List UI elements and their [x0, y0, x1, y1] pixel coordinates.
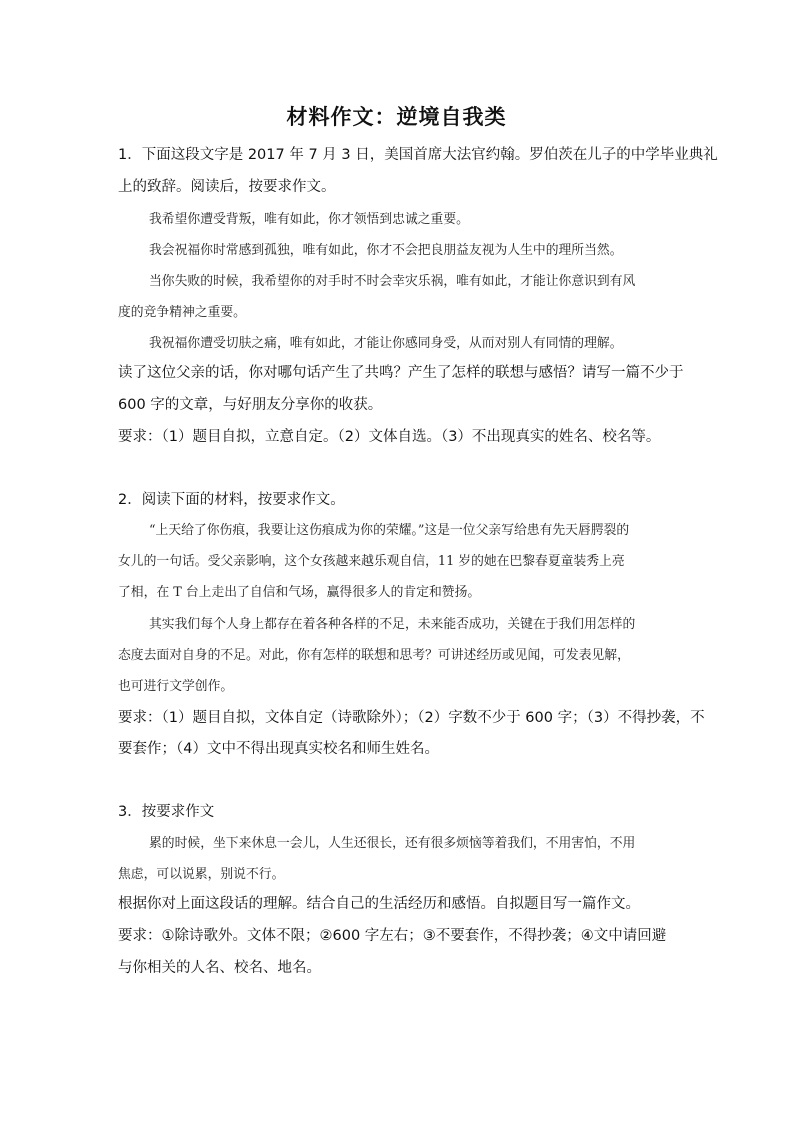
q2-material-1-line-3: 了相，在 T 台上走出了自信和气场，赢得很多人的肯定和赞扬。 [118, 585, 481, 600]
q3-material-line-1: 累的时候，坐下来休息一会儿，人生还很长，还有很多烦恼等着我们，不用害怕，不用 [149, 836, 636, 851]
q2-material-2-line-2: 态度去面对自身的不足。对此，你有怎样的联想和思考？可讲述经历或见闻，可发表见解， [118, 648, 630, 663]
q1-quote-3-line-2: 度的竞争精神之重要。 [118, 305, 246, 320]
q3-requirements-line-2: 与你相关的人名、校名、地名。 [118, 960, 321, 976]
q3-requirements-line-1: 要求：①除诗歌外。文体不限；②600 字左右；③不要套作，不得抄袭；④文中请回避 [118, 928, 667, 944]
q1-prompt-line-1: 1．下面这段文字是 2017 年 7 月 3 日，美国首席大法官约翰。罗伯茨在儿子的中学毕业典礼 [118, 147, 718, 163]
q3-material-line-2: 焦虑，可以说累，别说不行。 [118, 867, 285, 882]
q1-prompt-line-2: 上的致辞。阅读后，按要求作文。 [118, 179, 336, 195]
q3-task: 根据你对上面这段话的理解。结合自己的生活经历和感悟。自拟题目写一篇作文。 [118, 896, 640, 912]
q1-quote-3-line-1: 当你失败的时候，我希望你的对手时不时会幸灾乐祸，唯有如此，才能让你意识到有风 [149, 274, 636, 289]
q1-quote-2: 我会祝福你时常感到孤独，唯有如此，你才不会把良朋益友视为人生中的理所当然。 [149, 243, 623, 258]
q2-material-1-line-1: “上天给了你伤痕，我要让这伤痕成为你的荣耀。”这是一位父亲写给患有先天唇腭裂的 [149, 523, 630, 538]
document-title: 材料作文：逆境自我类 [286, 105, 507, 129]
q1-task-line-1: 读了这位父亲的话，你对哪句话产生了共鸣？产生了怎样的联想与感悟？请写一篇不少于 [118, 365, 684, 381]
q2-material-1-line-2: 女儿的一句话。受父亲影响，这个女孩越来越乐观自信，11 岁的她在巴黎春夏童装秀上亮 [118, 554, 625, 569]
q1-task-line-2: 600 字的文章，与好朋友分享你的收获。 [118, 397, 383, 413]
q2-requirements-line-2: 要套作；（4）文中不得出现真实校名和师生姓名。 [118, 741, 439, 757]
q3-prompt: 3．按要求作文 [118, 804, 215, 820]
q1-quote-4: 我祝福你遭受切肤之痛，唯有如此，才能让你感同身受，从而对别人有同情的理解。 [149, 336, 623, 351]
q1-requirements: 要求：（1）题目自拟，立意自定。（2）文体自选。（3）不出现真实的姓名、校名等。 [118, 429, 661, 445]
q2-material-2-line-3: 也可进行文学创作。 [118, 679, 234, 694]
q2-material-2-line-1: 其实我们每个人身上都存在着各种各样的不足，未来能否成功，关键在于我们用怎样的 [149, 617, 636, 632]
q2-requirements-line-1: 要求：（1）题目自拟，文体自定（诗歌除外）；（2）字数不少于 600 字；（3）不得抄袭，不 [118, 710, 705, 726]
q1-quote-1: 我希望你遭受背叛，唯有如此，你才领悟到忠诚之重要。 [149, 212, 469, 227]
q2-prompt: 2．阅读下面的材料，按要求作文。 [118, 492, 345, 508]
